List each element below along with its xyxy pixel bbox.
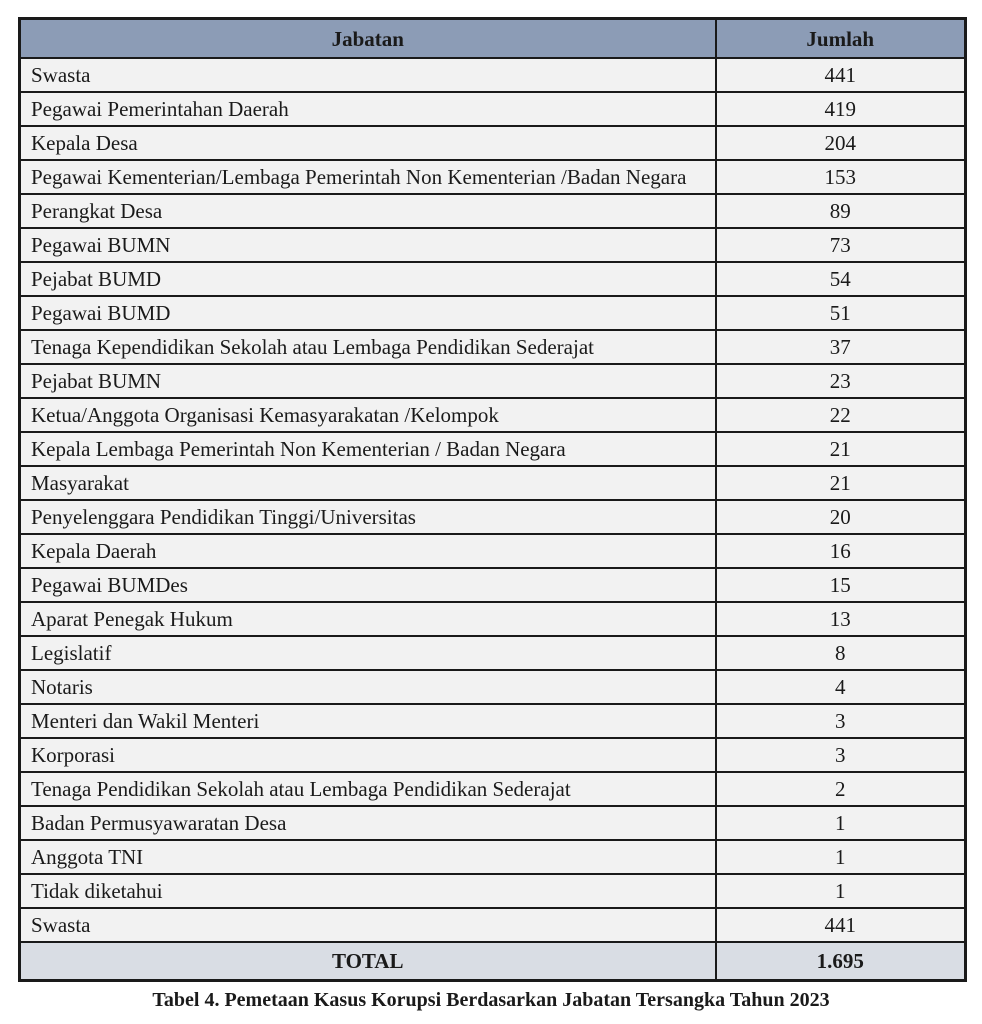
jabatan-cell: Pegawai BUMDes <box>20 568 716 602</box>
table-row <box>20 160 966 194</box>
jumlah-cell: 3 <box>716 704 966 738</box>
jumlah-cell: 16 <box>716 534 966 568</box>
table-row <box>20 466 966 500</box>
table-row <box>20 126 966 160</box>
table-row <box>20 602 966 636</box>
jabatan-cell: Ketua/Anggota Organisasi Kemasyarakatan /Kelompok <box>20 398 716 432</box>
jabatan-cell: Kepala Lembaga Pemerintah Non Kementerian / Badan Negara <box>20 432 716 466</box>
table-row <box>20 772 966 806</box>
column-header-jumlah: Jumlah <box>716 19 966 59</box>
jabatan-cell: Kepala Daerah <box>20 534 716 568</box>
jabatan-cell: Tenaga Pendidikan Sekolah atau Lembaga Pendidikan Sederajat <box>20 772 716 806</box>
jabatan-cell: Pegawai Pemerintahan Daerah <box>20 92 716 126</box>
jabatan-cell: Pejabat BUMN <box>20 364 716 398</box>
table-row <box>20 58 966 92</box>
jabatan-cell: Perangkat Desa <box>20 194 716 228</box>
jabatan-cell: Pegawai BUMN <box>20 228 716 262</box>
table-row <box>20 92 966 126</box>
jumlah-cell: 2 <box>716 772 966 806</box>
table-row <box>20 398 966 432</box>
jabatan-cell: Pejabat BUMD <box>20 262 716 296</box>
table-row <box>20 364 966 398</box>
jumlah-cell: 8 <box>716 636 966 670</box>
jumlah-cell: 73 <box>716 228 966 262</box>
jumlah-cell: 22 <box>716 398 966 432</box>
table-footer-row <box>20 942 966 981</box>
table-row <box>20 738 966 772</box>
table-body <box>20 58 966 942</box>
table-header-row <box>20 19 966 59</box>
jumlah-cell: 13 <box>716 602 966 636</box>
jabatan-cell: Penyelenggara Pendidikan Tinggi/Universitas <box>20 500 716 534</box>
jumlah-cell: 419 <box>716 92 966 126</box>
jabatan-cell: Korporasi <box>20 738 716 772</box>
table-row <box>20 568 966 602</box>
table-row <box>20 704 966 738</box>
jumlah-cell: 37 <box>716 330 966 364</box>
table-row <box>20 670 966 704</box>
table-row <box>20 806 966 840</box>
jabatan-cell: Pegawai BUMD <box>20 296 716 330</box>
table-row <box>20 636 966 670</box>
jumlah-cell: 1 <box>716 806 966 840</box>
jumlah-cell: 89 <box>716 194 966 228</box>
table-row <box>20 534 966 568</box>
column-header-jabatan: Jabatan <box>20 19 716 59</box>
jabatan-cell: Badan Permusyawaratan Desa <box>20 806 716 840</box>
jabatan-cell: Tidak diketahui <box>20 874 716 908</box>
table-row <box>20 908 966 942</box>
jabatan-cell: Masyarakat <box>20 466 716 500</box>
jabatan-cell: Kepala Desa <box>20 126 716 160</box>
jumlah-cell: 21 <box>716 432 966 466</box>
table-row <box>20 874 966 908</box>
jumlah-cell: 23 <box>716 364 966 398</box>
jabatan-cell: Notaris <box>20 670 716 704</box>
jumlah-cell: 1 <box>716 874 966 908</box>
total-label: TOTAL <box>20 942 716 981</box>
jabatan-cell: Tenaga Kependidikan Sekolah atau Lembaga Pendidikan Sederajat <box>20 330 716 364</box>
table-row <box>20 262 966 296</box>
jabatan-cell: Swasta <box>20 58 716 92</box>
jumlah-cell: 1 <box>716 840 966 874</box>
jabatan-cell: Aparat Penegak Hukum <box>20 602 716 636</box>
table-caption: Tabel 4. Pemetaan Kasus Korupsi Berdasarkan Jabatan Tersangka Tahun 2023 <box>152 989 830 1011</box>
jabatan-cell: Pegawai Kementerian/Lembaga Pemerintah Non Kementerian /Badan Negara <box>20 160 716 194</box>
jumlah-cell: 20 <box>716 500 966 534</box>
jumlah-cell: 4 <box>716 670 966 704</box>
jumlah-cell: 204 <box>716 126 966 160</box>
jumlah-cell: 441 <box>716 908 966 942</box>
jumlah-cell: 21 <box>716 466 966 500</box>
jumlah-cell: 15 <box>716 568 966 602</box>
total-value: 1.695 <box>716 942 966 981</box>
table-row <box>20 500 966 534</box>
jabatan-cell: Swasta <box>20 908 716 942</box>
table-row <box>20 432 966 466</box>
jabatan-cell: Legislatif <box>20 636 716 670</box>
jumlah-cell: 441 <box>716 58 966 92</box>
jumlah-cell: 54 <box>716 262 966 296</box>
table-row <box>20 296 966 330</box>
jumlah-cell: 3 <box>716 738 966 772</box>
jumlah-cell: 51 <box>716 296 966 330</box>
jabatan-cell: Menteri dan Wakil Menteri <box>20 704 716 738</box>
jabatan-cell: Anggota TNI <box>20 840 716 874</box>
table-row <box>20 840 966 874</box>
table-row <box>20 194 966 228</box>
table-row <box>20 228 966 262</box>
table-row <box>20 330 966 364</box>
jabatan-jumlah-table <box>18 17 967 982</box>
jumlah-cell: 153 <box>716 160 966 194</box>
